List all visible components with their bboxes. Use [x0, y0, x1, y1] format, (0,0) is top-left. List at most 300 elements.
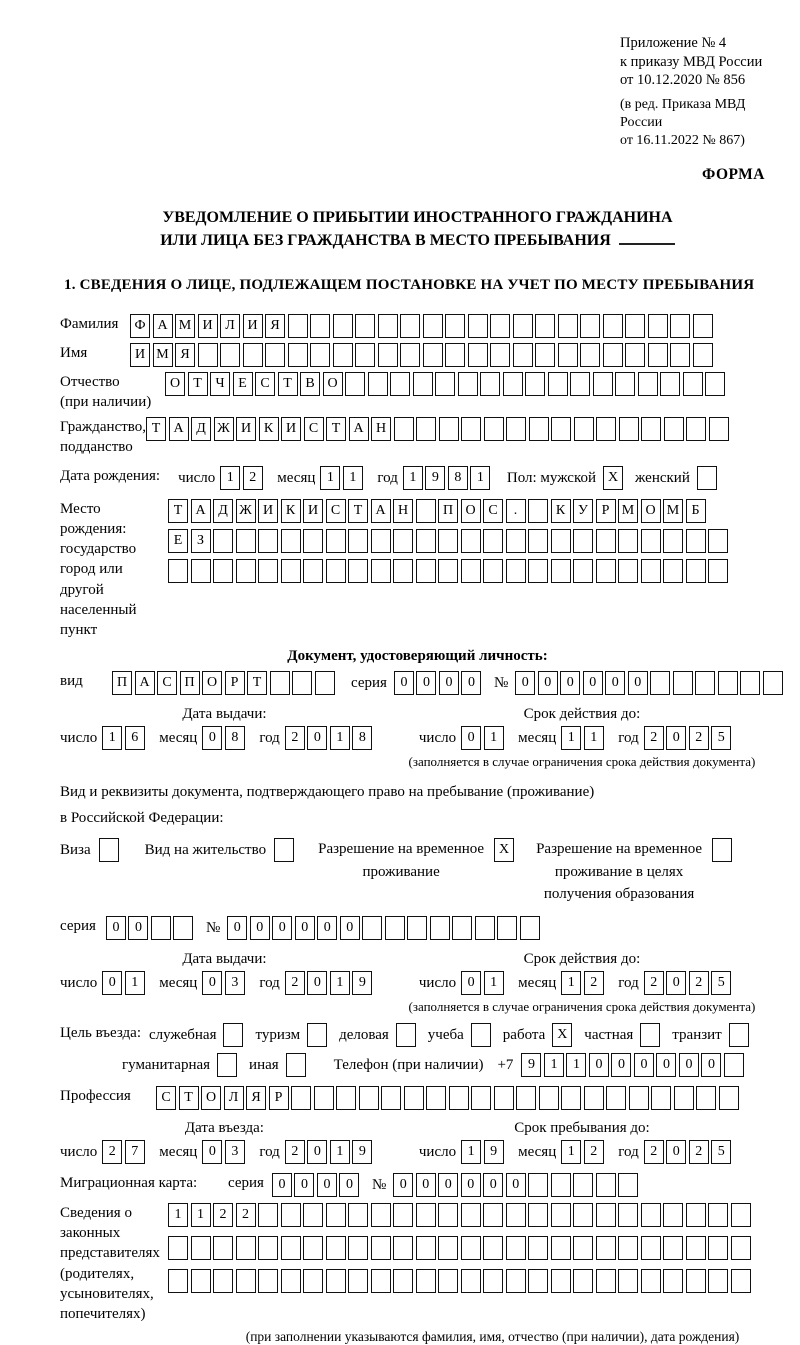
form-cell[interactable]: 0 — [666, 1140, 686, 1164]
form-cell[interactable]: Т — [146, 417, 166, 441]
form-cell[interactable] — [348, 529, 368, 553]
form-cell[interactable]: Т — [348, 499, 368, 523]
form-cell[interactable]: 0 — [628, 671, 648, 695]
form-cell[interactable]: О — [323, 372, 343, 396]
form-cell[interactable]: 1 — [168, 1203, 188, 1227]
form-cell[interactable] — [528, 1173, 548, 1197]
form-cell[interactable] — [580, 343, 600, 367]
temp-permit-checkbox[interactable]: X — [494, 838, 514, 862]
form-cell[interactable] — [574, 417, 594, 441]
form-cell[interactable] — [641, 417, 661, 441]
form-cell[interactable] — [191, 1269, 211, 1293]
form-cell[interactable]: Т — [247, 671, 267, 695]
form-cell[interactable]: 0 — [461, 1173, 481, 1197]
form-cell[interactable]: 0 — [227, 916, 247, 940]
form-cell[interactable]: А — [135, 671, 155, 695]
form-cell[interactable] — [483, 1203, 503, 1227]
form-cell[interactable] — [724, 1053, 744, 1077]
form-cell[interactable] — [539, 1086, 559, 1110]
form-cell[interactable]: 0 — [461, 726, 481, 750]
form-cell[interactable] — [423, 314, 443, 338]
form-cell[interactable] — [708, 1236, 728, 1260]
form-cell[interactable]: 1 — [544, 1053, 564, 1077]
form-cell[interactable]: К — [259, 417, 279, 441]
form-cell[interactable]: 8 — [352, 726, 372, 750]
form-cell[interactable]: Т — [278, 372, 298, 396]
form-cell[interactable] — [371, 1236, 391, 1260]
form-cell[interactable]: О — [641, 499, 661, 523]
form-cell[interactable] — [333, 314, 353, 338]
form-cell[interactable]: 0 — [416, 1173, 436, 1197]
form-cell[interactable] — [368, 372, 388, 396]
form-cell[interactable]: О — [201, 1086, 221, 1110]
form-cell[interactable]: 2 — [285, 971, 305, 995]
checkbox[interactable]: X — [603, 466, 623, 490]
form-cell[interactable] — [310, 314, 330, 338]
form-cell[interactable] — [686, 559, 706, 583]
form-cell[interactable] — [708, 559, 728, 583]
form-cell[interactable]: 0 — [202, 971, 222, 995]
form-cell[interactable]: 2 — [644, 726, 664, 750]
form-cell[interactable] — [641, 1236, 661, 1260]
form-cell[interactable] — [731, 1236, 751, 1260]
form-cell[interactable] — [490, 314, 510, 338]
form-cell[interactable] — [303, 1236, 323, 1260]
form-cell[interactable] — [336, 1086, 356, 1110]
checkbox[interactable] — [697, 466, 717, 490]
form-cell[interactable] — [516, 1086, 536, 1110]
form-cell[interactable] — [693, 343, 713, 367]
form-cell[interactable] — [618, 529, 638, 553]
form-cell[interactable] — [385, 916, 405, 940]
form-cell[interactable] — [168, 1236, 188, 1260]
form-cell[interactable]: 9 — [521, 1053, 541, 1077]
form-cell[interactable] — [686, 529, 706, 553]
form-cell[interactable] — [528, 529, 548, 553]
form-cell[interactable] — [435, 372, 455, 396]
form-cell[interactable] — [445, 314, 465, 338]
form-cell[interactable]: 1 — [484, 726, 504, 750]
form-cell[interactable] — [243, 343, 263, 367]
form-cell[interactable] — [198, 343, 218, 367]
form-cell[interactable] — [648, 314, 668, 338]
form-cell[interactable] — [551, 1236, 571, 1260]
form-cell[interactable] — [763, 671, 783, 695]
form-cell[interactable] — [573, 1173, 593, 1197]
form-cell[interactable] — [596, 1236, 616, 1260]
form-cell[interactable]: Л — [224, 1086, 244, 1110]
form-cell[interactable] — [603, 343, 623, 367]
form-cell[interactable] — [438, 559, 458, 583]
form-cell[interactable]: М — [663, 499, 683, 523]
form-cell[interactable] — [558, 314, 578, 338]
form-cell[interactable] — [355, 343, 375, 367]
form-cell[interactable] — [629, 1086, 649, 1110]
form-cell[interactable] — [696, 1086, 716, 1110]
form-cell[interactable] — [168, 1269, 188, 1293]
form-cell[interactable]: 1 — [566, 1053, 586, 1077]
form-cell[interactable]: С — [255, 372, 275, 396]
form-cell[interactable]: С — [156, 1086, 176, 1110]
form-cell[interactable]: О — [165, 372, 185, 396]
form-cell[interactable]: 6 — [125, 726, 145, 750]
form-cell[interactable]: А — [153, 314, 173, 338]
form-cell[interactable]: 0 — [307, 971, 327, 995]
form-cell[interactable]: 0 — [666, 971, 686, 995]
form-cell[interactable] — [618, 1236, 638, 1260]
form-cell[interactable]: В — [300, 372, 320, 396]
form-cell[interactable]: П — [180, 671, 200, 695]
form-cell[interactable]: С — [326, 499, 346, 523]
form-cell[interactable] — [413, 372, 433, 396]
form-cell[interactable] — [310, 343, 330, 367]
form-cell[interactable]: 0 — [439, 671, 459, 695]
form-cell[interactable]: Ж — [236, 499, 256, 523]
form-cell[interactable] — [393, 1236, 413, 1260]
form-cell[interactable] — [326, 1269, 346, 1293]
form-cell[interactable] — [573, 1203, 593, 1227]
form-cell[interactable]: 1 — [561, 971, 581, 995]
form-cell[interactable] — [362, 916, 382, 940]
form-cell[interactable] — [670, 343, 690, 367]
form-cell[interactable] — [371, 529, 391, 553]
form-cell[interactable]: 1 — [461, 1140, 481, 1164]
form-cell[interactable] — [686, 1269, 706, 1293]
form-cell[interactable] — [573, 1236, 593, 1260]
form-cell[interactable]: 1 — [403, 466, 423, 490]
form-cell[interactable] — [513, 314, 533, 338]
form-cell[interactable]: 0 — [611, 1053, 631, 1077]
form-cell[interactable] — [528, 1269, 548, 1293]
form-cell[interactable] — [664, 417, 684, 441]
form-cell[interactable] — [618, 1269, 638, 1293]
form-cell[interactable]: 0 — [394, 671, 414, 695]
form-cell[interactable] — [258, 1236, 278, 1260]
residence-permit-checkbox[interactable] — [274, 838, 294, 862]
form-cell[interactable] — [638, 372, 658, 396]
form-cell[interactable] — [461, 417, 481, 441]
form-cell[interactable] — [371, 1203, 391, 1227]
form-cell[interactable] — [416, 417, 436, 441]
form-cell[interactable] — [288, 343, 308, 367]
form-cell[interactable] — [314, 1086, 334, 1110]
form-cell[interactable]: Т — [326, 417, 346, 441]
form-cell[interactable] — [708, 1203, 728, 1227]
form-cell[interactable]: 0 — [202, 1140, 222, 1164]
form-cell[interactable]: 9 — [484, 1140, 504, 1164]
form-cell[interactable] — [551, 1173, 571, 1197]
form-cell[interactable] — [281, 559, 301, 583]
form-cell[interactable] — [355, 314, 375, 338]
form-cell[interactable] — [326, 1203, 346, 1227]
form-cell[interactable] — [503, 372, 523, 396]
form-cell[interactable] — [173, 916, 193, 940]
form-cell[interactable]: 2 — [644, 971, 664, 995]
form-cell[interactable]: А — [169, 417, 189, 441]
form-cell[interactable] — [674, 1086, 694, 1110]
form-cell[interactable]: 8 — [448, 466, 468, 490]
form-cell[interactable] — [561, 1086, 581, 1110]
form-cell[interactable] — [291, 1086, 311, 1110]
form-cell[interactable] — [686, 417, 706, 441]
form-cell[interactable]: Р — [269, 1086, 289, 1110]
form-cell[interactable]: 3 — [225, 971, 245, 995]
form-cell[interactable] — [236, 529, 256, 553]
form-cell[interactable]: Д — [213, 499, 233, 523]
form-cell[interactable]: 1 — [584, 726, 604, 750]
form-cell[interactable] — [483, 529, 503, 553]
form-cell[interactable] — [236, 559, 256, 583]
form-cell[interactable] — [315, 671, 335, 695]
form-cell[interactable]: 0 — [250, 916, 270, 940]
form-cell[interactable]: 1 — [561, 726, 581, 750]
form-cell[interactable]: 0 — [666, 726, 686, 750]
form-cell[interactable]: И — [198, 314, 218, 338]
form-cell[interactable] — [393, 529, 413, 553]
form-cell[interactable]: 1 — [484, 971, 504, 995]
form-cell[interactable] — [393, 1203, 413, 1227]
form-cell[interactable]: 3 — [225, 1140, 245, 1164]
form-cell[interactable] — [673, 671, 693, 695]
form-cell[interactable] — [483, 1236, 503, 1260]
form-cell[interactable]: Н — [371, 417, 391, 441]
form-cell[interactable] — [596, 1269, 616, 1293]
form-cell[interactable] — [718, 671, 738, 695]
form-cell[interactable]: 2 — [689, 726, 709, 750]
form-cell[interactable] — [641, 1269, 661, 1293]
form-cell[interactable]: Т — [188, 372, 208, 396]
form-cell[interactable] — [606, 1086, 626, 1110]
form-cell[interactable]: 9 — [352, 971, 372, 995]
form-cell[interactable]: 0 — [393, 1173, 413, 1197]
form-cell[interactable] — [449, 1086, 469, 1110]
form-cell[interactable]: М — [153, 343, 173, 367]
form-cell[interactable]: 2 — [584, 971, 604, 995]
form-cell[interactable]: И — [130, 343, 150, 367]
form-cell[interactable] — [615, 372, 635, 396]
checkbox[interactable] — [223, 1023, 243, 1047]
form-cell[interactable] — [651, 1086, 671, 1110]
form-cell[interactable] — [213, 1236, 233, 1260]
checkbox[interactable] — [729, 1023, 749, 1047]
form-cell[interactable] — [506, 529, 526, 553]
form-cell[interactable]: Т — [179, 1086, 199, 1110]
form-cell[interactable]: 0 — [461, 971, 481, 995]
form-cell[interactable]: Ж — [214, 417, 234, 441]
form-cell[interactable]: 1 — [320, 466, 340, 490]
form-cell[interactable]: . — [506, 499, 526, 523]
form-cell[interactable] — [461, 559, 481, 583]
form-cell[interactable] — [551, 559, 571, 583]
form-cell[interactable] — [416, 499, 436, 523]
form-cell[interactable]: О — [461, 499, 481, 523]
checkbox[interactable] — [471, 1023, 491, 1047]
form-cell[interactable] — [213, 1269, 233, 1293]
form-cell[interactable] — [648, 343, 668, 367]
form-cell[interactable] — [625, 343, 645, 367]
checkbox[interactable]: X — [552, 1023, 572, 1047]
form-cell[interactable] — [458, 372, 478, 396]
form-cell[interactable] — [452, 916, 472, 940]
form-cell[interactable] — [288, 314, 308, 338]
form-cell[interactable] — [663, 1236, 683, 1260]
form-cell[interactable] — [303, 559, 323, 583]
form-cell[interactable]: 0 — [272, 916, 292, 940]
form-cell[interactable]: 0 — [128, 916, 148, 940]
form-cell[interactable] — [326, 1236, 346, 1260]
form-cell[interactable] — [378, 314, 398, 338]
form-cell[interactable] — [416, 1269, 436, 1293]
form-cell[interactable]: П — [112, 671, 132, 695]
form-cell[interactable] — [220, 343, 240, 367]
form-cell[interactable] — [670, 314, 690, 338]
form-cell[interactable]: Р — [225, 671, 245, 695]
form-cell[interactable] — [535, 314, 555, 338]
form-cell[interactable]: 1 — [125, 971, 145, 995]
form-cell[interactable] — [468, 314, 488, 338]
form-cell[interactable]: 0 — [538, 671, 558, 695]
form-cell[interactable]: 5 — [711, 1140, 731, 1164]
form-cell[interactable]: 0 — [656, 1053, 676, 1077]
form-cell[interactable]: Я — [265, 314, 285, 338]
form-cell[interactable]: 7 — [125, 1140, 145, 1164]
form-cell[interactable]: Н — [393, 499, 413, 523]
form-cell[interactable] — [641, 529, 661, 553]
form-cell[interactable] — [461, 1203, 481, 1227]
form-cell[interactable] — [394, 417, 414, 441]
form-cell[interactable]: Я — [175, 343, 195, 367]
form-cell[interactable] — [381, 1086, 401, 1110]
form-cell[interactable]: 5 — [711, 726, 731, 750]
form-cell[interactable] — [416, 529, 436, 553]
checkbox[interactable] — [217, 1053, 237, 1077]
form-cell[interactable]: С — [483, 499, 503, 523]
form-cell[interactable] — [303, 529, 323, 553]
form-cell[interactable] — [371, 1269, 391, 1293]
form-cell[interactable] — [506, 1269, 526, 1293]
form-cell[interactable]: И — [243, 314, 263, 338]
form-cell[interactable]: И — [281, 417, 301, 441]
form-cell[interactable]: 1 — [470, 466, 490, 490]
form-cell[interactable] — [281, 1236, 301, 1260]
form-cell[interactable]: Б — [686, 499, 706, 523]
form-cell[interactable] — [407, 916, 427, 940]
form-cell[interactable]: 0 — [339, 1173, 359, 1197]
form-cell[interactable]: 0 — [416, 671, 436, 695]
form-cell[interactable]: 9 — [352, 1140, 372, 1164]
form-cell[interactable] — [520, 916, 540, 940]
form-cell[interactable]: 0 — [483, 1173, 503, 1197]
form-cell[interactable] — [619, 417, 639, 441]
form-cell[interactable]: 2 — [584, 1140, 604, 1164]
form-cell[interactable] — [625, 314, 645, 338]
form-cell[interactable]: 1 — [330, 1140, 350, 1164]
form-cell[interactable]: 2 — [689, 971, 709, 995]
form-cell[interactable] — [359, 1086, 379, 1110]
form-cell[interactable] — [535, 343, 555, 367]
form-cell[interactable]: 1 — [102, 726, 122, 750]
form-cell[interactable] — [719, 1086, 739, 1110]
form-cell[interactable] — [265, 343, 285, 367]
form-cell[interactable]: 0 — [307, 1140, 327, 1164]
form-cell[interactable] — [303, 1269, 323, 1293]
form-cell[interactable] — [663, 1203, 683, 1227]
form-cell[interactable]: 2 — [243, 466, 263, 490]
form-cell[interactable] — [480, 372, 500, 396]
form-cell[interactable] — [333, 343, 353, 367]
form-cell[interactable]: 5 — [711, 971, 731, 995]
form-cell[interactable]: К — [281, 499, 301, 523]
form-cell[interactable]: И — [236, 417, 256, 441]
form-cell[interactable] — [416, 1203, 436, 1227]
form-cell[interactable] — [497, 916, 517, 940]
form-cell[interactable] — [580, 314, 600, 338]
form-cell[interactable] — [551, 417, 571, 441]
form-cell[interactable]: 0 — [202, 726, 222, 750]
form-cell[interactable] — [596, 1173, 616, 1197]
form-cell[interactable] — [494, 1086, 514, 1110]
form-cell[interactable]: П — [438, 499, 458, 523]
checkbox[interactable] — [396, 1023, 416, 1047]
form-cell[interactable]: А — [191, 499, 211, 523]
form-cell[interactable] — [596, 559, 616, 583]
form-cell[interactable] — [292, 671, 312, 695]
form-cell[interactable] — [213, 559, 233, 583]
checkbox[interactable] — [640, 1023, 660, 1047]
form-cell[interactable] — [641, 559, 661, 583]
form-cell[interactable] — [281, 1203, 301, 1227]
form-cell[interactable]: 1 — [330, 726, 350, 750]
form-cell[interactable] — [695, 671, 715, 695]
form-cell[interactable] — [506, 559, 526, 583]
form-cell[interactable] — [303, 1203, 323, 1227]
form-cell[interactable]: С — [157, 671, 177, 695]
form-cell[interactable] — [548, 372, 568, 396]
form-cell[interactable] — [693, 314, 713, 338]
form-cell[interactable] — [438, 1203, 458, 1227]
form-cell[interactable] — [660, 372, 680, 396]
form-cell[interactable] — [528, 1236, 548, 1260]
form-cell[interactable]: 0 — [272, 1173, 292, 1197]
form-cell[interactable] — [529, 417, 549, 441]
form-cell[interactable] — [236, 1236, 256, 1260]
form-cell[interactable]: Е — [233, 372, 253, 396]
form-cell[interactable] — [393, 559, 413, 583]
form-cell[interactable] — [390, 372, 410, 396]
form-cell[interactable] — [348, 1269, 368, 1293]
form-cell[interactable] — [404, 1086, 424, 1110]
form-cell[interactable] — [551, 529, 571, 553]
form-cell[interactable]: 0 — [701, 1053, 721, 1077]
form-cell[interactable]: 2 — [213, 1203, 233, 1227]
form-cell[interactable]: Т — [168, 499, 188, 523]
form-cell[interactable]: 1 — [191, 1203, 211, 1227]
form-cell[interactable] — [584, 1086, 604, 1110]
form-cell[interactable]: К — [551, 499, 571, 523]
form-cell[interactable] — [393, 1269, 413, 1293]
form-cell[interactable] — [191, 559, 211, 583]
form-cell[interactable]: 0 — [340, 916, 360, 940]
form-cell[interactable] — [191, 1236, 211, 1260]
form-cell[interactable]: 0 — [106, 916, 126, 940]
form-cell[interactable] — [461, 529, 481, 553]
form-cell[interactable] — [258, 1203, 278, 1227]
form-cell[interactable] — [445, 343, 465, 367]
form-cell[interactable]: 0 — [461, 671, 481, 695]
form-cell[interactable] — [528, 499, 548, 523]
form-cell[interactable] — [468, 343, 488, 367]
form-cell[interactable] — [151, 916, 171, 940]
